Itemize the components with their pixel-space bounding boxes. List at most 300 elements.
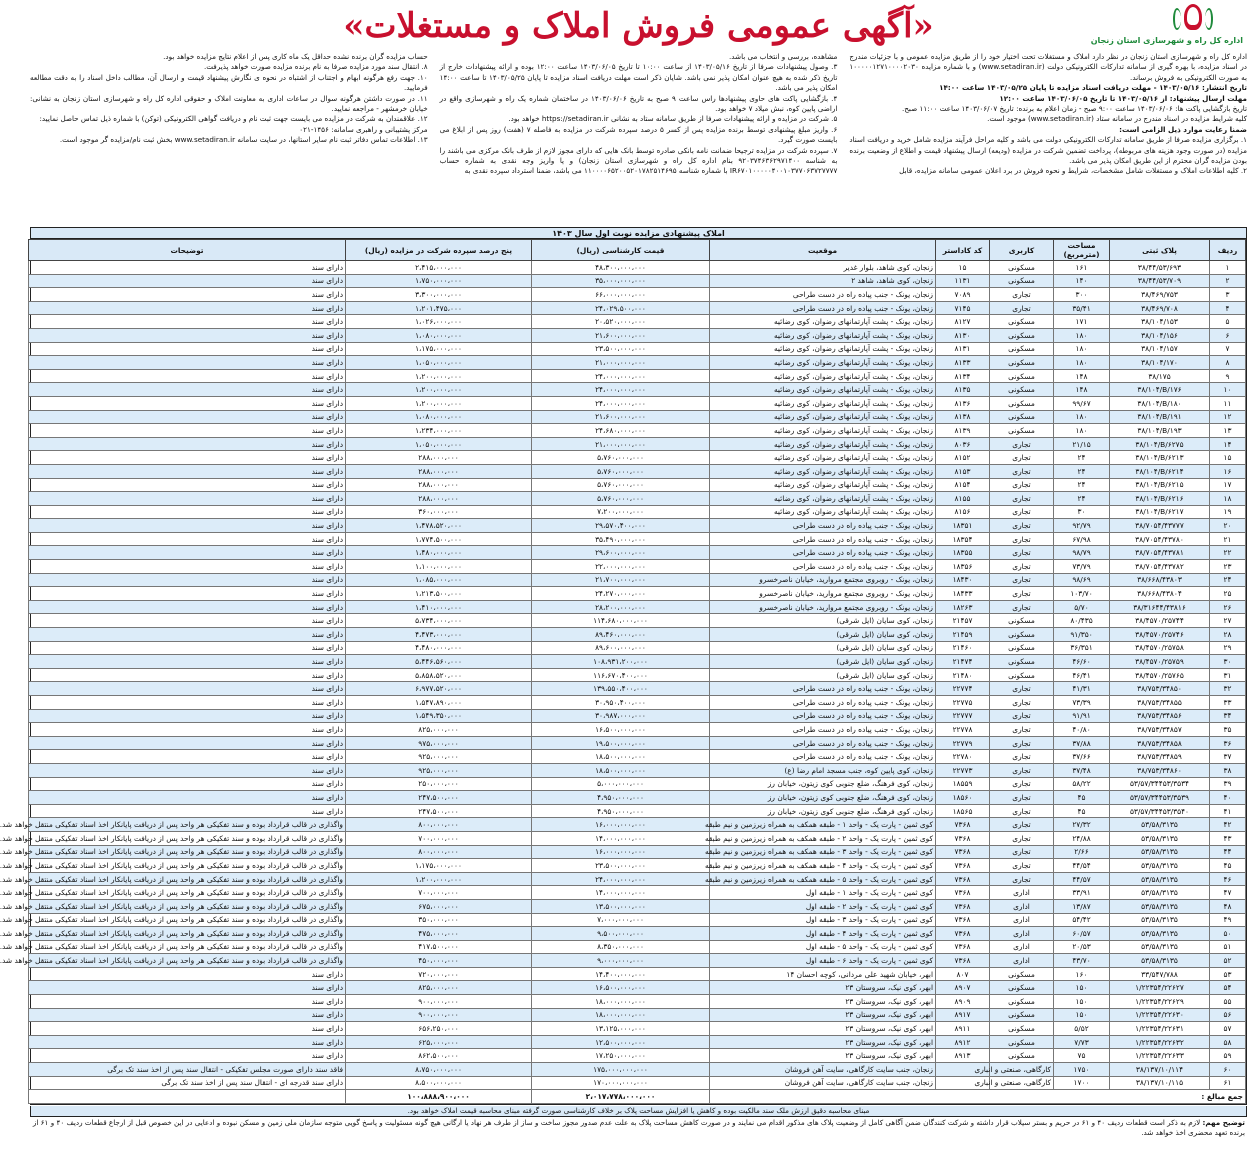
cadastre-code-cell: ۱۸۴۳۰ [936,573,990,587]
location-cell: کوی ثمین - پارت یک - واحد ۲ - طبقه اول [710,899,936,913]
appraised-price-cell: ۹،۰۰۰،۰۰۰،۰۰۰ [532,954,710,968]
description-cell: دارای سند [29,451,346,465]
area-cell: ۷۳/۷۹ [1054,560,1110,574]
description-cell: واگذاری در قالب قرارداد بوده و سند تفکیکی هر واحد پس از دریافت پایانکار اخذ اسناد تفکیکی منتقل خواهد شد. [29,886,346,900]
cadastre-code-cell: ۷۳۶۸ [936,886,990,900]
cadastre-code-cell: ۷۳۶۸ [936,872,990,886]
description-cell: دارای سند [29,356,346,370]
appraised-price-cell: ۲۲،۰۰۰،۰۰۰،۰۰۰ [532,560,710,574]
cadastre-code-cell: ۸۱۵۶ [936,505,990,519]
table-row [29,859,1246,873]
location-cell: زنجان، یونک - پشت آپارتمانهای رضوان، کوی رضائیه [710,369,936,383]
intro-paragraph: ۴. بازگشایی پاکت های حاوی پیشنهادها راس ساعت ۹ صبح به تاریخ ۱۴۰۳/۰۶/۰۶ در ساختمان شماره یک راه و شهرسازی واقع در اراضی پایین کوه، نبش میلاد ۷ خواهد بود. [439,93,838,114]
land-use-cell: اداری [990,913,1054,927]
registry-plate-cell: ۳۸/۳۱۶۴۴/۴۳۸۱۶ [1110,600,1210,614]
area-cell: ۴۴/۵۷ [1054,872,1110,886]
appraised-price-cell: ۱۶،۰۰۰،۰۰۰،۰۰۰ [532,845,710,859]
description-cell: دارای سند [29,763,346,777]
location-cell: ابهر، کوی نیک، سروستان ۲۳ [710,1035,936,1049]
deposit-amount-cell: ۱،۲۱۳،۵۰۰،۰۰۰ [346,587,532,601]
registry-plate-cell: ۳۸/۶۶۸/۴۳۸۰۳ [1110,573,1210,587]
deposit-amount-cell: ۶۵۶،۲۵۰،۰۰۰ [346,1022,532,1036]
registry-plate-cell: ۳۸/۴۵۷۰/۲۵۷۴۶ [1110,628,1210,642]
description-cell: دارای سند [29,750,346,764]
deposit-amount-cell: ۱،۰۸۰،۰۰۰،۰۰۰ [346,410,532,424]
column-header: پنج درصد سپرده شرکت در مزایده (ریال) [346,240,532,261]
intro-paragraph: ۱۱. در صورت داشتن هرگونه سوال در ساعات اداری به معاونت املاک و حقوقی اداره کل راه و شهرسازی استان زنجان به نشانی: خیابان خرمشهر - مراجعه نمایید. [29,93,428,114]
appraised-price-cell: ۴،۹۵۰،۰۰۰،۰۰۰ [532,791,710,805]
cadastre-code-cell: ۱۱۳۱ [936,274,990,288]
registry-plate-cell: ۳۸/۱۰۴/۱۵۷ [1110,342,1210,356]
appraised-price-cell: ۵،۷۶۰،۰۰۰،۰۰۰ [532,451,710,465]
land-use-cell: تجاری [990,478,1054,492]
appraised-price-cell: ۲۳،۵۰۰،۰۰۰،۰۰۰ [532,859,710,873]
cadastre-code-cell: ۱۸۳۵۱ [936,519,990,533]
table-row [29,954,1246,968]
registry-plate-cell: ۳۸/۷۵۳/۳۴۸۵۷ [1110,723,1210,737]
area-cell: ۲۴ [1054,464,1110,478]
table-total-row [29,1090,1246,1104]
location-cell: زنجان، یونک - جنب پیاده راه در دست طراحی [710,736,936,750]
cadastre-code-cell: ۷۳۶۸ [936,954,990,968]
description-cell: دارای سند [29,492,346,506]
appraised-price-cell: ۲۴،۰۰۰،۰۰۰،۰۰۰ [532,872,710,886]
row-number-cell: ۶۱ [1210,1076,1246,1090]
land-use-cell: تجاری [990,546,1054,560]
location-cell: زنجان، یونک - پشت آپارتمانهای رضوان، کوی رضائیه [710,396,936,410]
deposit-amount-cell: ۱،۰۵۰،۰۰۰،۰۰۰ [346,437,532,451]
registry-plate-cell: ۳۸/۱۰۴/B/۶۲۱۷ [1110,505,1210,519]
land-use-cell: تجاری [990,696,1054,710]
area-cell: ۲۴ [1054,492,1110,506]
cadastre-code-cell: ۸۱۳۹ [936,424,990,438]
row-number-cell: ۶۰ [1210,1063,1246,1077]
description-cell: دارای سند [29,396,346,410]
registry-plate-cell: ۵۳/۵۷/۳۴۴۵۳/۳۵۳۹ [1110,791,1210,805]
table-row [29,356,1246,370]
row-number-cell: ۷ [1210,342,1246,356]
table-row [29,709,1246,723]
table-row [29,587,1246,601]
appraised-price-cell: ۱۳۹،۵۵۰،۴۰۰،۰۰۰ [532,682,710,696]
deposit-amount-cell: ۹۲۵،۰۰۰،۰۰۰ [346,750,532,764]
description-cell: دارای سند [29,1049,346,1063]
row-number-cell: ۳۲ [1210,682,1246,696]
registry-plate-cell: ۳۸/۱۰۴/B/۱۸۰ [1110,396,1210,410]
area-cell: ۵/۵۲ [1054,1022,1110,1036]
registry-plate-cell: ۱/۲۲۳۵۴/۲۲۶۲۹ [1110,995,1210,1009]
registry-plate-cell: ۳۸/۱۳۷/۱۰/۱۱۴ [1110,1063,1210,1077]
location-cell: زنجان، کوی سایان (ایل شرقی) [710,655,936,669]
registry-plate-cell: ۳۸/۱۰۴/B/۱۷۶ [1110,383,1210,397]
appraised-price-cell: ۷،۲۰۰،۰۰۰،۰۰۰ [532,505,710,519]
row-number-cell: ۲۳ [1210,560,1246,574]
area-cell: ۹۱/۳۵۰ [1054,628,1110,642]
deposit-amount-cell: ۱،۴۷۸،۵۲۰،۰۰۰ [346,519,532,533]
row-number-cell: ۳۰ [1210,655,1246,669]
table-row [29,655,1246,669]
row-number-cell: ۴۹ [1210,913,1246,927]
deposit-amount-cell: ۸۲۵،۰۰۰،۰۰۰ [346,723,532,737]
row-number-cell: ۱۱ [1210,396,1246,410]
intro-paragraph: ۶. واریز مبلغ پیشنهادی توسط برنده مزایده پس از کسر ۵ درصد سپرده شرکت در مزایده به فاصله ۷ (هفت) روز پس از ابلاغ می بایست صورت گیرد. [439,124,838,145]
description-cell: دارای سند [29,369,346,383]
cadastre-code-cell: ۲۲۷۷۵ [936,696,990,710]
intro-paragraph: ۷. سپرده شرکت در مزایده ترجیحا ضمانت نامه بانکی صادره توسط بانک هایی که دارای مجوز لازم از طرف بانک مرکزی می باشند را به شناسه ۹۲۰۳۷۴۶۳۶۲۹۷۱۴۰۰ بنام اداره کل راه و شهرسازی استان زنجان) و یا واریز وجه نقدی به شماره حساب IR۶۷۰۱۰۰۰۰۰۴۰۰۱۰۳۷۷۰۶۳۷۲۷۷۷۷ با شماره شناسه ۱۱۰۰۰۰۶۵۲۰۰۵۲۰۱۷۸۲۵۱۴۶۹۵ می باشد، ضمنا استرداد سپرده نقدی به [439,145,838,176]
cadastre-code-cell: ۸۰۷ [936,967,990,981]
description-cell: دارای سند [29,995,346,1009]
row-number-cell: ۴۷ [1210,886,1246,900]
area-cell: ۵۸/۲۲ [1054,777,1110,791]
intro-paragraph: مرکز پشتیبانی و راهبری سامانه: ۱۴۵۶-۰۲۱ [299,124,428,134]
table-row [29,967,1246,981]
cadastre-code-cell: ۲۱۴۵۷ [936,614,990,628]
intro-column-right [849,52,1247,225]
area-cell: ۳۶/۳۵۱ [1054,641,1110,655]
table-row [29,927,1246,941]
table-row [29,274,1246,288]
area-cell: ۶۰/۵۷ [1054,927,1110,941]
registry-plate-cell: ۱/۲۲۳۵۴/۲۲۶۳۱ [1110,1022,1210,1036]
table-row [29,913,1246,927]
land-use-cell: مسکونی [990,1035,1054,1049]
area-cell: ۱۸۰ [1054,424,1110,438]
deposit-amount-cell: ۴۱۷،۵۰۰،۰۰۰ [346,940,532,954]
registry-plate-cell: ۳۸/۱۰۴/B/۶۲۱۳ [1110,451,1210,465]
appraised-price-cell: ۴۸،۳۰۰،۰۰۰،۰۰۰ [532,261,710,275]
appraised-price-cell: ۲۴،۶۸۰،۰۰۰،۰۰۰ [532,424,710,438]
intro-paragraph: مشاهده، بررسی و انتخاب می باشد. [729,52,838,61]
location-cell: زنجان، یونک - روبروی مجتمع مروارید، خیابان ناصرخسرو [710,573,936,587]
row-number-cell: ۶ [1210,328,1246,342]
area-cell: ۹۸/۷۹ [1054,546,1110,560]
cadastre-code-cell: ۷۳۶۸ [936,831,990,845]
location-cell: زنجان، کوی سایان (ایل شرقی) [710,668,936,682]
location-cell: زنجان، یونک - جنب پیاده راه در دست طراحی [710,750,936,764]
deposit-amount-cell: ۷۲۰،۰۰۰،۰۰۰ [346,967,532,981]
location-cell: زنجان، یونک - پشت آپارتمانهای رضوان، کوی رضائیه [710,505,936,519]
deposit-amount-cell: ۴،۴۸۰،۰۰۰،۰۰۰ [346,641,532,655]
deposit-amount-cell: ۸۰۰،۰۰۰،۰۰۰ [346,818,532,832]
row-number-cell: ۱۳ [1210,424,1246,438]
registry-plate-cell: ۳۸/۷۵۳/۳۴۸۵۸ [1110,736,1210,750]
description-cell: دارای سند [29,967,346,981]
cadastre-code-cell: ۲۱۴۸۰ [936,668,990,682]
registry-plate-cell: ۳۸/۷۰۵۴/۴۳۷۸۰ [1110,532,1210,546]
area-cell: ۳۰۰ [1054,288,1110,302]
appraised-price-cell: ۱۴،۴۰۰،۰۰۰،۰۰۰ [532,967,710,981]
land-use-cell: مسکونی [990,274,1054,288]
row-number-cell: ۳۶ [1210,736,1246,750]
deposit-amount-cell: ۸۶۲،۵۰۰،۰۰۰ [346,1049,532,1063]
table-row [29,1049,1246,1063]
description-cell: دارای سند [29,655,346,669]
row-number-cell: ۵۵ [1210,995,1246,1009]
registry-plate-cell: ۳۸/۷۵۳/۳۴۸۵۹ [1110,750,1210,764]
row-number-cell: ۲۸ [1210,628,1246,642]
area-cell: ۳۰ [1054,505,1110,519]
cadastre-code-cell: ۸۰۳۶ [936,437,990,451]
cadastre-code-cell: ۲۲۷۷۷ [936,709,990,723]
land-use-cell: مسکونی [990,261,1054,275]
deposit-amount-cell: ۷۰۰،۰۰۰،۰۰۰ [346,886,532,900]
row-number-cell: ۴۶ [1210,872,1246,886]
cadastre-code-cell: ۸۱۵۲ [936,451,990,465]
appraised-price-cell: ۵،۷۶۰،۰۰۰،۰۰۰ [532,464,710,478]
registry-plate-cell: ۳۸/۴۵۷۰/۲۵۷۴۴ [1110,614,1210,628]
cadastre-code-cell: ۲۱۴۶۰ [936,641,990,655]
area-cell: ۳۷/۸۸ [1054,736,1110,750]
table-row [29,696,1246,710]
registry-plate-cell: ۵۳/۵۸/۳۱۳۵ [1110,954,1210,968]
cadastre-code-cell: ۷۳۶۸ [936,845,990,859]
appraised-price-cell: ۲۱،۷۰۰،۰۰۰،۰۰۰ [532,573,710,587]
intro-column-left [30,52,428,225]
footnote-important [30,1117,1247,1139]
table-row [29,641,1246,655]
cadastre-code-cell: ۲۱۴۵۹ [936,628,990,642]
appraised-price-cell: ۱۷،۲۵۰،۰۰۰،۰۰۰ [532,1049,710,1063]
registry-plate-cell: ۵۳/۵۸/۳۱۳۵ [1110,831,1210,845]
row-number-cell: ۹ [1210,369,1246,383]
table-row [29,478,1246,492]
deposit-amount-cell: ۱،۲۰۰،۰۰۰،۰۰۰ [346,369,532,383]
land-use-cell: مسکونی [990,315,1054,329]
location-cell: زنجان، یونک - جنب پیاده راه در دست طراحی [710,546,936,560]
appraised-price-cell: ۴،۹۵۰،۰۰۰،۰۰۰ [532,804,710,818]
registry-plate-cell: ۳۸/۴۶۹/۷۰۸ [1110,301,1210,315]
cadastre-code-cell: ۱۸۴۳۳ [936,587,990,601]
intro-column-middle [440,52,838,225]
registry-plate-cell: ۵۳/۵۸/۳۱۳۵ [1110,886,1210,900]
registry-plate-cell: ۳۸/۱۰۴/B/۶۲۱۴ [1110,464,1210,478]
table-row [29,328,1246,342]
cadastre-code-cell: ۸۱۳۶ [936,396,990,410]
land-use-cell: تجاری [990,288,1054,302]
properties-table [0,239,1246,1104]
area-cell: ۱۸۰ [1054,356,1110,370]
deposit-amount-cell: ۱،۰۸۵،۰۰۰،۰۰۰ [346,573,532,587]
table-row [29,261,1246,275]
location-cell: ابهر، خیابان شهید علی مردانی، کوچه احسان ۱۴ [710,967,936,981]
appraised-price-cell: ۲۹،۵۷۰،۴۰۰،۰۰۰ [532,519,710,533]
row-number-cell: ۵۳ [1210,967,1246,981]
table-row [29,451,1246,465]
land-use-cell: مسکونی [990,655,1054,669]
land-use-cell: تجاری [990,492,1054,506]
table-row [29,668,1246,682]
deposit-amount-cell: ۱،۰۵۰،۰۰۰،۰۰۰ [346,356,532,370]
table-row [29,560,1246,574]
deposit-amount-cell: ۱،۱۷۵،۰۰۰،۰۰۰ [346,859,532,873]
location-cell: زنجان، یونک - پشت آپارتمانهای رضوان، کوی رضائیه [710,451,936,465]
land-use-cell: تجاری [990,818,1054,832]
land-use-cell: تجاری [990,560,1054,574]
appraised-price-cell: ۲۱،۰۰۰،۰۰۰،۰۰۰ [532,356,710,370]
table-row [29,831,1246,845]
row-number-cell: ۵۸ [1210,1035,1246,1049]
land-use-cell: اداری [990,954,1054,968]
description-cell: دارای سند [29,668,346,682]
row-number-cell: ۲۴ [1210,573,1246,587]
location-cell: زنجان، یونک - جنب پیاده راه در دست طراحی [710,519,936,533]
deposit-amount-cell: ۵،۸۵۸،۵۲۰،۰۰۰ [346,668,532,682]
land-use-cell: تجاری [990,777,1054,791]
deposit-amount-cell: ۳۶۰،۰۰۰،۰۰۰ [346,505,532,519]
cadastre-code-cell: ۸۹۰۹ [936,995,990,1009]
area-cell: ۹۲/۷۹ [1054,519,1110,533]
deposit-amount-cell: ۱،۰۸۰،۰۰۰،۰۰۰ [346,328,532,342]
description-cell: دارای سند [29,505,346,519]
land-use-cell: تجاری [990,845,1054,859]
description-cell: دارای سند [29,614,346,628]
location-cell: کوی ثمین - پارت یک - واحد ۵ - طبقه همکف به همراه زیرزمین و نیم طبقه [710,872,936,886]
land-use-cell: مسکونی [990,967,1054,981]
row-number-cell: ۳۳ [1210,696,1246,710]
land-use-cell: مسکونی [990,424,1054,438]
column-header: قیمت کارشناسی (ریال) [532,240,710,261]
description-cell: دارای سند [29,628,346,642]
table-row [29,1035,1246,1049]
appraised-price-cell: ۱۷۰،۰۰۰،۰۰۰،۰۰۰ [532,1076,710,1090]
appraised-price-cell: ۱۶،۰۰۰،۰۰۰،۰۰۰ [532,818,710,832]
appraised-price-cell: ۱۸،۵۰۰،۰۰۰،۰۰۰ [532,763,710,777]
description-cell: دارای سند [29,1008,346,1022]
area-cell: ۱۵۰ [1054,995,1110,1009]
intro-paragraph: تاریخ بازگشایی پاکت ها: ۱۴۰۳/۰۶/۰۶ ساعت ۹:۰۰ صبح - زمان اعلام به برنده: تاریخ ۱۴۰۳/۰۶/۰۷ ساعت ۱۱:۰۰ صبح. [901,104,1247,114]
row-number-cell: ۲ [1210,274,1246,288]
table-row [29,600,1246,614]
area-cell: ۱۶۰ [1054,967,1110,981]
description-cell: دارای سند [29,328,346,342]
registry-plate-cell: ۳۸/۷۵۳/۳۴۸۵۰ [1110,682,1210,696]
registry-plate-cell: ۵۳/۵۸/۳۱۳۵ [1110,859,1210,873]
appraised-price-cell: ۱۶،۵۰۰،۰۰۰،۰۰۰ [532,981,710,995]
registry-plate-cell: ۵۳/۵۸/۳۱۳۵ [1110,818,1210,832]
table-row [29,1022,1246,1036]
intro-paragraph: اداره کل راه و شهرسازی استان زنجان در نظر دارد املاک و مستغلات تحت اختیار خود را از طریق مزایده عمومی و با جزئیات مندرج در اسناد مزایده، با بهره گیری از سامانه تدارکات الکترونیکی دولت (www.setadiran.ir) و با شماره مزایده ۱۰۰۰۰۰۱۲۷۱۰۰۰۰۲۰۳۰ به صورت الکترونیکی به فروش برساند. [849,52,1247,82]
deposit-amount-cell: ۸۲۵،۰۰۰،۰۰۰ [346,981,532,995]
land-use-cell: مسکونی [990,328,1054,342]
location-cell: زنجان، کوی شاهد، بلوار غدیر [710,261,936,275]
land-use-cell: کارگاهی، صنعتی و انباری [990,1063,1054,1077]
area-cell: ۲۰/۵۳ [1054,940,1110,954]
location-cell: زنجان، جنب سایت کارگاهی، سایت آهن فروشان [710,1076,936,1090]
area-cell: ۷۵ [1054,1049,1110,1063]
intro-paragraph: مهلت ارسال پیشنهاد: از ۱۴۰۳/۰۵/۱۶ تا تاریخ ۱۴۰۳/۰۶/۰۵ ساعت ۱۲:۰۰ [999,93,1247,103]
area-cell: ۴۵ [1054,791,1110,805]
deposit-amount-cell: ۳۵۰،۰۰۰،۰۰۰ [346,913,532,927]
row-number-cell: ۴۸ [1210,899,1246,913]
registry-plate-cell: ۵۳/۵۸/۳۱۳۵ [1110,940,1210,954]
deposit-amount-cell: ۶۷۵،۰۰۰،۰۰۰ [346,899,532,913]
cadastre-code-cell: ۸۱۳۱ [936,342,990,356]
area-cell: ۲۴ [1054,478,1110,492]
description-cell: دارای سند [29,342,346,356]
cadastre-code-cell: ۸۹۱۲ [936,1035,990,1049]
registry-plate-cell: ۳۸/۴۴/۵۳/۷۰۹ [1110,274,1210,288]
cadastre-code-cell: ۷۳۶۸ [936,859,990,873]
land-use-cell: تجاری [990,872,1054,886]
appraised-price-cell: ۳۰،۹۵۰،۴۰۰،۰۰۰ [532,696,710,710]
description-cell: دارای سند [29,464,346,478]
appraised-price-cell: ۱۳،۱۲۵،۰۰۰،۰۰۰ [532,1022,710,1036]
intro-paragraph: کلیه شرایط مزایده در اسناد مندرج در سامانه ستاد (www.setadiran.ir) موجود است. [987,114,1247,124]
registry-plate-cell: ۳۸/۴۵۷۰/۲۵۷۵۹ [1110,655,1210,669]
deposit-amount-cell: ۲۴۷،۵۰۰،۰۰۰ [346,804,532,818]
table-row [29,383,1246,397]
deposit-amount-cell: ۷۰۰،۰۰۰،۰۰۰ [346,831,532,845]
location-cell: زنجان، یونک - پشت آپارتمانهای رضوان، کوی رضائیه [710,356,936,370]
table-row [29,1076,1246,1090]
cadastre-code-cell: ۷۱۴۵ [936,301,990,315]
area-cell: ۴۶/۶۰ [1054,655,1110,669]
table-row [29,464,1246,478]
description-cell: دارای سند [29,424,346,438]
row-number-cell: ۱۵ [1210,451,1246,465]
row-number-cell: ۲۱ [1210,532,1246,546]
location-cell: زنجان، یونک - پشت آپارتمانهای رضوان، کوی رضائیه [710,478,936,492]
row-number-cell: ۴۰ [1210,791,1246,805]
intro-paragraph: ضمنا رعایت موارد ذیل الزامی است: [1119,124,1247,134]
row-number-cell: ۵۹ [1210,1049,1246,1063]
appraised-price-cell: ۳۵،۰۰۰،۰۰۰،۰۰۰ [532,274,710,288]
cadastre-code-cell: ۸۱۳۰ [936,328,990,342]
cadastre-code-cell: ۲۲۷۷۳ [936,763,990,777]
total-price: ۲،۰۱۷،۷۷۸،۰۰۰،۰۰۰ [532,1090,710,1104]
org-name: اداره کل راه و شهرسازی استان زنجان [1090,36,1243,45]
cadastre-code-cell: ۱۸۳۵۶ [936,560,990,574]
location-cell: زنجان، کوی سایان (ایل شرقی) [710,641,936,655]
description-cell: دارای سند [29,682,346,696]
description-cell: دارای سند [29,315,346,329]
land-use-cell: تجاری [990,505,1054,519]
registry-plate-cell: ۳۸/۱۰۴/B/۶۲۷۵ [1110,437,1210,451]
registry-plate-cell: ۵۳/۵۸/۳۱۳۵ [1110,899,1210,913]
appraised-price-cell: ۱۸،۰۰۰،۰۰۰،۰۰۰ [532,995,710,1009]
registry-plate-cell: ۵۳/۵۸/۳۱۳۵ [1110,845,1210,859]
registry-plate-cell: ۳۸/۱۳۷/۱۰/۱۱۵ [1110,1076,1210,1090]
table-row [29,723,1246,737]
row-number-cell: ۳۵ [1210,723,1246,737]
description-cell: دارای سند [29,804,346,818]
description-cell: واگذاری در قالب قرارداد بوده و سند تفکیکی هر واحد پس از دریافت پایانکار اخذ اسناد تفکیکی منتقل خواهد شد. [29,899,346,913]
location-cell: ابهر، کوی نیک، سروستان ۲۳ [710,1022,936,1036]
land-use-cell: اداری [990,940,1054,954]
cadastre-code-cell: ۲۲۷۸۰ [936,750,990,764]
table-row [29,301,1246,315]
row-number-cell: ۲۵ [1210,587,1246,601]
deposit-amount-cell: ۸۰۰،۰۰۰،۰۰۰ [346,845,532,859]
row-number-cell: ۵۷ [1210,1022,1246,1036]
appraised-price-cell: ۸۹،۶۰۰،۰۰۰،۰۰۰ [532,641,710,655]
location-cell: زنجان، یونک - جنب پیاده راه در دست طراحی [710,532,936,546]
footnote-valuation: مبنای محاسبه دقیق ارزش ملک سند مالکیت بوده و کاهش یا افزایش مساحت پلاک بر خلاف کارشناسی صورت گرفته مبنای محاسبه قیمت املاک خواهد بود. [30,1106,1247,1117]
location-cell: زنجان، کوی شاهد، شاهد ۲ [710,274,936,288]
area-cell: ۱۴۰ [1054,274,1110,288]
description-cell: واگذاری در قالب قرارداد بوده و سند تفکیکی هر واحد پس از دریافت پایانکار اخذ اسناد تفکیکی منتقل خواهد شد. [29,859,346,873]
table-row [29,628,1246,642]
land-use-cell: تجاری [990,519,1054,533]
cadastre-code-cell: ۷۳۶۸ [936,818,990,832]
land-use-cell: اداری [990,927,1054,941]
area-cell: ۳۳/۹۱ [1054,886,1110,900]
cadastre-code-cell: ۷۳۶۸ [936,913,990,927]
registry-plate-cell: ۳۸/۱۷۵ [1110,369,1210,383]
area-cell: ۱۵۰ [1054,981,1110,995]
area-cell: ۲۱/۱۵ [1054,437,1110,451]
appraised-price-cell: ۲۴،۰۰۰،۰۰۰،۰۰۰ [532,383,710,397]
